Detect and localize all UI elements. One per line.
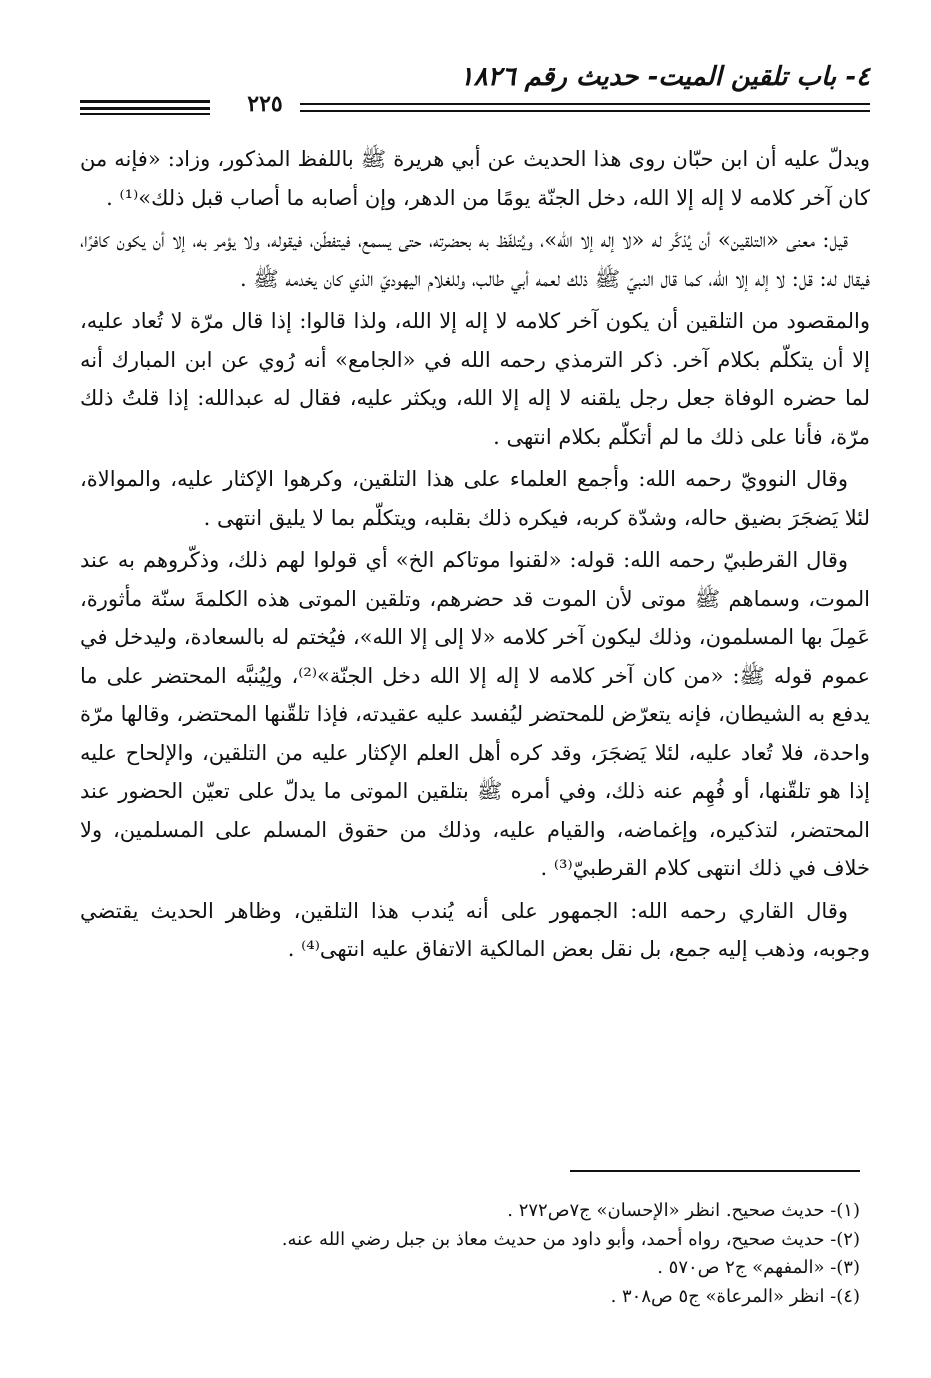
header-rule <box>80 113 210 115</box>
footnote: (١)- حديث صحيح. انظر «الإحسان» ج٧ص٢٧٢ . <box>507 1200 860 1221</box>
header-rule <box>300 110 870 112</box>
paragraph: ويدلّ عليه أن ابن حبّان روى هذا الحديث عن أبي هريرة ﷺ باللفظ المذكور، وزاد: «فإنه من كان آخر كلامه لا إله إلا الله، دخل الجنّة يومًا من الدهر، وإن أصابه ما أصاب قبل ذلك»⁽¹⁾ . <box>80 147 870 210</box>
footnote: (٢)- حديث صحيح، رواه أحمد، وأبو داود من حديث معاذ بن جبل رضي الله عنه. <box>281 1228 860 1250</box>
footnote: (٤)- انظر «المرعاة» ج٥ ص٣٠٨ . <box>610 1285 860 1307</box>
header-rule <box>80 100 210 103</box>
page-number: ٢٢٥ <box>247 91 283 117</box>
running-header-title: ٤- باب تلقين الميت- حديث رقم ١٨٢٦ <box>459 62 870 92</box>
paragraph: وقال القرطبيّ رحمه الله: قوله: «لقنوا موتاكم الخ» أي قولوا لهم ذلك، وذكّروهم به عند الموت، وسماهم ﷺ موتى لأن الموت قد حضرهم، وتلقين الموتى هذه الكلمةَ سنّة مأثورة، عَمِلَ بها المسلمون، وذلك ليكون آخر كلامه «لا إلى إلا الله»، فيُختم له بالسعادة، وليدخل في عموم قوله ﷺ: «من كان آخر كلامه لا إله إلا الله دخل الجنّة»⁽²⁾، ولِيُنبَّه المحتضر على ما يدفع به الشيطان، فإنه يتعرّض للمحتضر ليُفسد عليه عقيدته، فإذا تلقّنها المحتضر، وقالها مرّة واحدة، فلا تُعاد عليه، لئلا يَضجَرَ، وقد كره أهل العلم الإكثار عليه من التلقين، والإلحاح عليه إذا هو تلقّنها، أو فُهِم عنه ذلك، وفي أمره ﷺ بتلقين الموتى ما يدلّ على تعيّن الحضور عند المحتضر، لتذكيره، وإغماضه، والقيام عليه، وذلك من حقوق المسلم على المسلمين، ولا خلاف في ذلك انتهى كلام القرطبيّ⁽³⁾ . <box>80 548 870 880</box>
paragraph: والمقصود من التلقين أن يكون آخر كلامه لا إله إلا الله، ولذا قالوا: إذا قال مرّة لا تُعاد عليه، إلا أن يتكلّم بكلام آخر. ذكر الترمذي رحمه الله في «الجامع» أنه رُوي عن ابن المبارك أنه لما حضره الوفاة جعل رجل يلقنه لا إله إلا الله، ويكثر عليه، فقال له عبدالله: إذا قلتُ ذلك مرّة، فأنا على ذلك ما لم أتكلّم بكلام انتهى . <box>80 309 870 449</box>
paragraph: قيل: معنى «التلقين» أن يُذكَّر له «لا إله إلا الله»، ويُتلفّظ به بحضرته، حتى يسمع، فيتفطّن، فيقوله، ولا يؤمر به، إلا أن يكون كافرًا، فيقال له: قل: لا إله إلا الله، كما قال النبيّ ﷺ ذلك لعمه أبي طالب، وللغلام اليهوديّ الذي كان يخدمه ﷺ . <box>80 228 870 291</box>
paragraph: وقال القاري رحمه الله: الجمهور على أنه يُندب هذا التلقين، وظاهر الحديث يقتضي وجوبه، وذهب إليه جمع، بل نقل بعض المالكية الاتفاق عليه انتهى⁽⁴⁾ . <box>80 898 870 961</box>
paragraph: وقال النوويّ رحمه الله: وأجمع العلماء على هذا التلقين، وكرهوا الإكثار عليه، والموالاة، لئلا يَضجَرَ بضيق حاله، وشدّة كربه، فيكره ذلك بقلبه، ويتكلّم بما لا يليق انتهى . <box>80 467 870 530</box>
header-rule <box>300 103 870 105</box>
header-rule <box>80 107 210 110</box>
main-text <box>80 140 870 973</box>
footnotes <box>160 1197 860 1311</box>
footnote: (٣)- «المفهم» ج٢ ص٥٧٠ . <box>657 1257 860 1278</box>
footnote-separator <box>570 1170 860 1172</box>
